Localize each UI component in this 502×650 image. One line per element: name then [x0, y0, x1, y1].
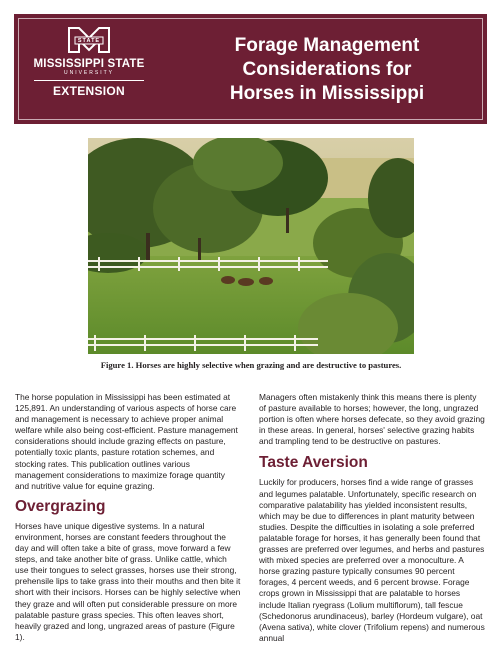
logo-university: UNIVERSITY	[63, 70, 114, 76]
logo-divider	[34, 80, 144, 81]
page-title	[186, 34, 468, 106]
overgrazing-continuation: Managers often mistakenly think this means there is plenty of pasture available to horses; however, the long, ungrazed portion is often where horses defecate, so they avoid grazing in these areas. In general, horses' selective grazing habits and trampling tend to be destructive on pastures.	[259, 392, 485, 447]
title-line-1: Forage Management	[234, 35, 420, 56]
title-line-2: Considerations for	[242, 59, 412, 80]
logo-mark-text: STATE	[77, 38, 101, 44]
taste-aversion-paragraph: Luckily for producers, horses find a wide range of grasses and legumes palatable. Unfortunately, specific research on comparative palatability has yielded inconsistent results, which may be due to differences in plant maturity between studies. Despite the difficulties in isolating a sole preferred palatable forage for horses, it has generally been found that grasses are preferred over legumes, and herbs and pastures with mixed species are preferred over a monoculture. A horse grazing pasture typically consumes 90 percent forages, 4 percent weeds, and 6 percent browse. Forage crops grown in Mississippi that are palatable to horses include Italian ryegrass (Lolium multiflorum), tall fescue (Schedonorus arundinaceus), barley (Hordeum vulgare), oat (Avena sativa), white clover (Trifolium repens) and numerous annual	[259, 477, 485, 643]
taste-aversion-heading: Taste Aversion	[259, 454, 368, 472]
title-line-3: Horses in Mississippi	[229, 83, 425, 104]
overgrazing-heading: Overgrazing	[15, 497, 106, 515]
intro-paragraph: The horse population in Mississippi has been estimated at 125,891. An understanding of various aspects of horse care and management is necessary to achieve proper animal welfare while also being cost-efficient. Pasture management considerations should include grazing effects on pasture, potentially toxic plants, pasture rotation schemes, and stocking rates. This publication outlines various management considerations to maximize forage quantity and nutritive value for equine grazing.	[15, 392, 238, 491]
logo-extension: EXTENSION	[52, 84, 126, 98]
logo-name: MISSISSIPPI STATE	[33, 58, 145, 70]
horses-grazing-photo	[88, 138, 414, 354]
right-column	[259, 392, 485, 649]
figure-caption: Figure 1. Horses are highly selective when grazing and are destructive to pastures.	[100, 360, 402, 370]
msu-extension-logo[interactable]	[24, 26, 154, 106]
header-banner	[14, 14, 487, 124]
left-column	[15, 392, 241, 648]
overgrazing-paragraph: Horses have unique digestive systems. In a natural environment, horses are constant feeders throughout the day and will often take a bite of grass, move forward a few steps, and take another bite of grass. Unlike cattle, which use their tongues to select grasses, horses use their strong, prehensile lips to take grass into their mouths and then bite it short with their incisors. Horses can be highly selective when they graze and will often put considerable pressure on more palatable pasture grass species. This often leaves short, heavily grazed and long, ungrazed areas of pasture (Figure 1).	[15, 520, 241, 642]
state-m-logo-icon	[67, 26, 111, 54]
